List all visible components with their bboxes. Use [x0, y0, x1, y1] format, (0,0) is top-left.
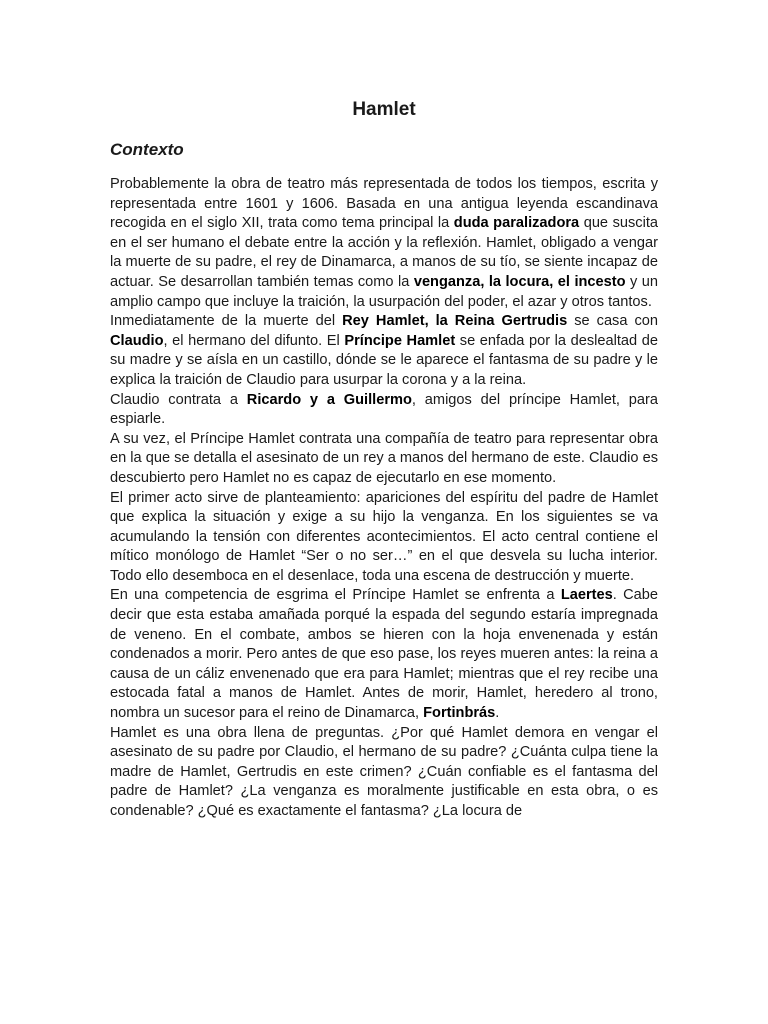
bold-text: Rey Hamlet, la Reina Gertrudis	[342, 313, 568, 330]
paragraph	[110, 724, 658, 822]
bold-text: Claudio	[110, 332, 164, 349]
bold-text: venganza, la locura, el incesto	[413, 273, 626, 290]
text-run: , amigos del príncipe Hamlet, para espiarle.	[110, 391, 658, 428]
text-run: que suscita en el ser humano el debate entre la acción y la reflexión. Hamlet, obligado a vengar la muerte de su padre, el rey de Dinamarca, a manos de su tío, se siente incapaz de actuar. Se desarrollan también temas como la	[110, 215, 658, 290]
bold-text: Laertes	[560, 587, 613, 604]
text-run: A su vez, el Príncipe Hamlet contrata una compañía de teatro para representar obra en la que se detalla el asesinato de un rey a manos del hermano de este. Claudio es descubierto pero Hamlet no es capaz de ejecutarlo en ese momento.	[110, 430, 658, 486]
paragraph	[110, 586, 658, 723]
bold-text: Ricardo y a Guillermo	[246, 391, 412, 408]
paragraph	[110, 391, 658, 430]
text-run: se casa con	[567, 313, 658, 330]
section-heading: Contexto	[110, 140, 184, 159]
text-run: Hamlet es una obra llena de preguntas. ¿Por qué Hamlet demora en vengar el asesinato de su padre por Claudio, el hermano de su padre? ¿Cuánta culpa tiene la madre de Hamlet, Gertrudis en este crimen? ¿Cuán confiable es el fantasma del padre de Hamlet? ¿La venganza es moralmente justificable en esta obra, o es condenable? ¿Qué es exactamente el fantasma? ¿La locura de	[110, 724, 658, 819]
text-run: .	[495, 705, 500, 722]
bold-text: Príncipe Hamlet	[344, 332, 456, 349]
text-run: . Cabe decir que esta estaba amañada porqué la espada del segundo estaría impregnada de veneno. En el combate, ambos se hieren con la hoja envenenada y están condenados a morir. Pero antes de que eso pase, los reyes mueren antes: la reina a causa de un cáliz envenenado que era para Hamlet; mientras que el rey recibe una estocada fatal a manos de Hamlet. Antes de morir, Hamlet, heredero al trono, nombra un sucesor para el reino de Dinamarca,	[110, 587, 658, 722]
bold-text: duda paralizadora	[453, 215, 580, 232]
text-run: En una competencia de esgrima el Príncipe Hamlet se enfrenta a	[110, 587, 561, 604]
paragraph	[110, 489, 658, 587]
bold-text: Fortinbrás	[423, 705, 496, 722]
document-title: Hamlet	[352, 99, 416, 120]
paragraph	[110, 175, 658, 312]
text-run: Claudio contrata a	[110, 391, 247, 408]
text-run: Probablemente la obra de teatro más representada de todos los tiempos, escrita y representada entre 1601 y 1606. Basada en una antigua leyenda escandinava recogida en el siglo XII, trata como tema principal la	[110, 176, 658, 232]
text-run: se enfada por la deslealtad de su madre y se aísla en un castillo, dónde se le aparece el fantasma de su padre y le explica la traición de Claudio para usurpar la corona y a la reina.	[110, 332, 658, 388]
document-body	[110, 175, 658, 822]
text-run: y un amplio campo que incluye la traición, la usurpación del poder, el azar y otros tantos.	[110, 273, 658, 310]
text-run: Inmediatamente de la muerte del	[110, 313, 343, 330]
paragraph	[110, 312, 658, 390]
text-run: , el hermano del difunto. El	[163, 332, 345, 349]
text-run: El primer acto sirve de planteamiento: apariciones del espíritu del padre de Hamlet que explica la situación y exige a su hijo la venganza. En los siguientes se va acumulando la tensión con diferentes acontecimientos. El acto central contiene el mítico monólogo de Hamlet “Ser o no ser…” en el que desvela su lucha interior. Todo ello desemboca en el desenlace, toda una escena de destrucción y muerte.	[110, 489, 658, 584]
paragraph	[110, 430, 658, 489]
